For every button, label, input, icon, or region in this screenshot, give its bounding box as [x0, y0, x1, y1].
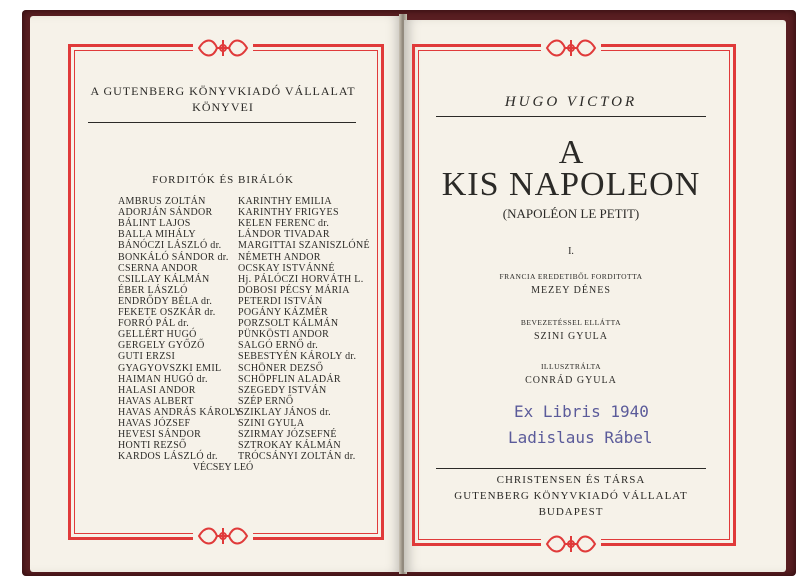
list-item: PÜNKÖSTI ANDOR — [238, 329, 330, 341]
ex-libris-stamp-line1: Ex Libris 1940 — [514, 402, 649, 421]
title-line2: KIS NAPOLEON — [441, 166, 701, 203]
list-item: HAVAS ALBERT — [118, 395, 194, 407]
list-item: ÉBER LÁSZLÓ — [118, 284, 188, 296]
list-item: FEKETE OSZKÁR dr. — [118, 307, 216, 318]
list-item: FORRÓ PÁL dr. — [118, 318, 190, 330]
list-item: SZINI GYULA — [238, 418, 305, 429]
list-item: KELEN FERENC dr. — [238, 218, 330, 230]
list-item: BALLA MIHÁLY — [118, 229, 196, 241]
list-item: NÉMETH ANDOR — [238, 251, 321, 263]
volume-number: I. — [568, 246, 574, 257]
list-item: SZTROKAY KÁLMÁN — [238, 440, 341, 452]
list-item: HAVAS ANDRÁS KÁROLY — [118, 406, 242, 418]
series-header-line1: A GUTENBERG KÖNYVKIADÓ VÁLLALAT — [90, 84, 356, 98]
publisher-city: BUDAPEST — [538, 506, 604, 518]
list-item: BÁLINT LAJOS — [118, 218, 191, 230]
list-item: BÁNÓCZI LÁSZLÓ dr. — [118, 240, 222, 252]
list-item: KARDOS LÁSZLÓ dr. — [118, 451, 218, 463]
list-item: CSILLAY KÁLMÁN — [118, 273, 210, 285]
intro-author: SZINI GYULA — [533, 331, 609, 342]
publisher-line2: GUTENBERG KÖNYVKIADÓ VÁLLALAT — [454, 490, 688, 502]
list-item: POGÁNY KÁZMÉR — [238, 307, 328, 318]
scroll-ornament-icon — [193, 36, 253, 60]
list-item: GUTI ERZSI — [118, 351, 176, 363]
list-item: HEVESI SÁNDOR — [118, 429, 202, 441]
list-item: BONKÁLÓ SÁNDOR dr. — [118, 251, 229, 263]
illustrated-label: ILLUSZTRÁLTA — [540, 362, 602, 371]
list-item-last: VÉCSEY LEÓ — [192, 462, 254, 473]
subtitle: (NAPOLÉON LE PETIT) — [502, 206, 640, 221]
list-item: MARGITTAI SZANISZLÓNÉ — [238, 240, 370, 252]
list-item: PETERDI ISTVÁN — [238, 295, 323, 307]
list-item: PORZSOLT KÁLMÁN — [238, 318, 339, 330]
section-title: FORDITÓK ÉS BIRÁLÓK — [152, 174, 294, 186]
list-item: LÁNDOR TIVADAR — [238, 229, 330, 241]
intro-label: BEVEZETÉSSEL ELLÁTTA — [520, 318, 622, 327]
list-item: SZIKLAY JÁNOS dr. — [238, 406, 331, 418]
list-item: SCHÖPFLIN ALADÁR — [238, 373, 341, 385]
ex-libris-stamp-line2: Ladislaus Rábel — [508, 428, 653, 447]
list-item: ENDRŐDY BÉLA dr. — [118, 295, 213, 307]
list-item: Hj. PÁLÓCZI HORVÁTH L. — [238, 273, 364, 285]
list-item: GERGELY GYŐZŐ — [118, 340, 205, 352]
list-item: SEBESTYÉN KÁROLY dr. — [238, 351, 357, 363]
author-name: HUGO VICTOR — [504, 94, 638, 110]
list-item: SZIRMAY JÓZSEFNÉ — [238, 429, 337, 441]
list-item: GYAGYOVSZKI EMIL — [118, 362, 222, 374]
list-item: AMBRUS ZOLTÁN — [118, 196, 206, 207]
series-header-line2: KÖNYVEI — [192, 100, 254, 114]
scroll-ornament-icon — [193, 524, 253, 548]
list-item: SZEGEDY ISTVÁN — [238, 384, 327, 396]
left-page — [30, 16, 402, 572]
list-item: SZÉP ERNŐ — [238, 395, 294, 407]
scroll-ornament-icon — [541, 36, 601, 60]
title-line1: A — [558, 134, 584, 171]
translated-label: FRANCIA EREDETIBŐL FORDITOTTA — [499, 272, 643, 281]
list-item: SALGÓ ERNŐ dr. — [238, 340, 319, 352]
list-item: KARINTHY FRIGYES — [238, 207, 339, 219]
publisher-rule — [436, 468, 706, 469]
list-item: HAIMAN HUGÓ dr. — [118, 373, 208, 385]
publisher-line1: CHRISTENSEN ÉS TÁRSA — [496, 474, 646, 486]
author-rule — [436, 116, 706, 117]
right-page — [404, 20, 786, 572]
list-item: OCSKAY ISTVÁNNÉ — [238, 262, 335, 274]
illustrator-name: CONRÁD GYULA — [525, 375, 617, 386]
list-item: CSERNA ANDOR — [118, 262, 199, 274]
list-item: TRÓCSÁNYI ZOLTÁN dr. — [238, 451, 356, 463]
list-item: ADORJÁN SÁNDOR — [118, 207, 213, 219]
list-item: SCHÖNER DEZSŐ — [238, 362, 324, 374]
header-rule — [88, 122, 356, 123]
list-item: HAVAS JÓZSEF — [118, 418, 191, 429]
list-item: GELLÉRT HUGÓ — [118, 329, 197, 341]
translator-name: MEZEY DÉNES — [531, 285, 611, 296]
list-item: HALASI ANDOR — [118, 384, 196, 396]
scroll-ornament-icon — [541, 532, 601, 556]
list-item: HONTI REZSŐ — [118, 440, 187, 452]
list-item: DOBOSI PÉCSY MÁRIA — [238, 284, 350, 296]
list-item: KARINTHY EMILIA — [238, 196, 332, 207]
